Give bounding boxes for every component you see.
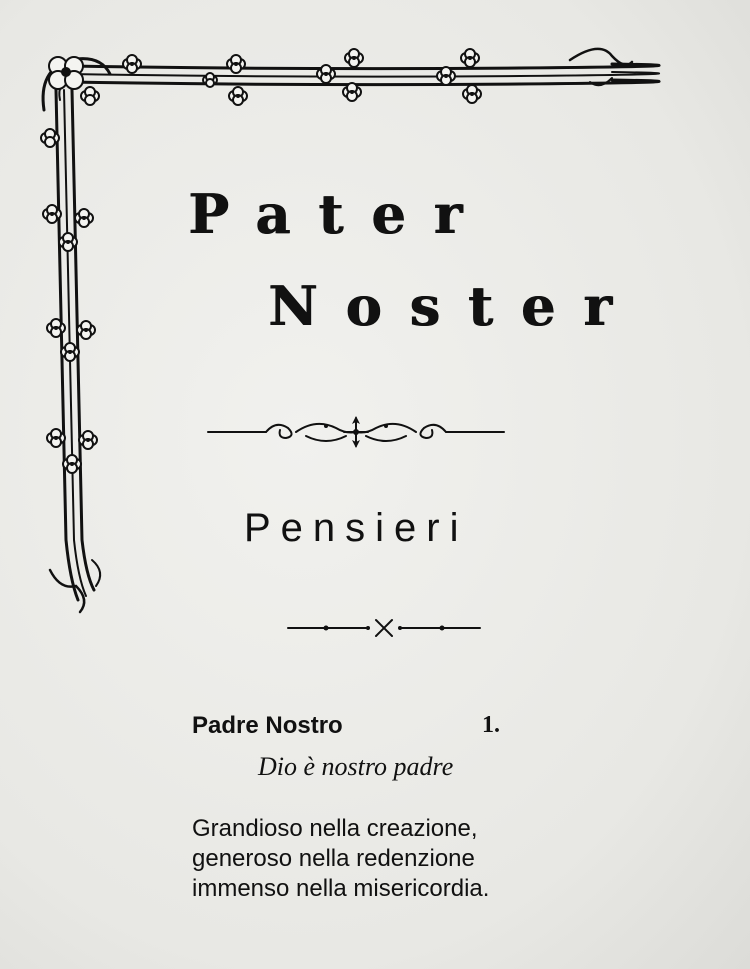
section-heading: Pensieri — [244, 506, 469, 550]
scroll-flourish-divider-icon — [206, 412, 506, 452]
small-cross-divider-icon — [286, 616, 482, 640]
title-line-2: Noster — [268, 274, 640, 338]
entry-subtitle: Dio è nostro padre — [258, 752, 454, 781]
entry-number: 1. — [482, 712, 500, 738]
entry-body — [192, 814, 489, 904]
entry-title: Padre Nostro — [192, 712, 343, 739]
entry-line: generoso nella redenzione — [192, 845, 475, 872]
entry-line: immenso nella misericordia. — [192, 875, 490, 902]
title-line-1: Pater — [188, 182, 490, 246]
entry-line: Grandioso nella creazione, — [192, 815, 478, 842]
